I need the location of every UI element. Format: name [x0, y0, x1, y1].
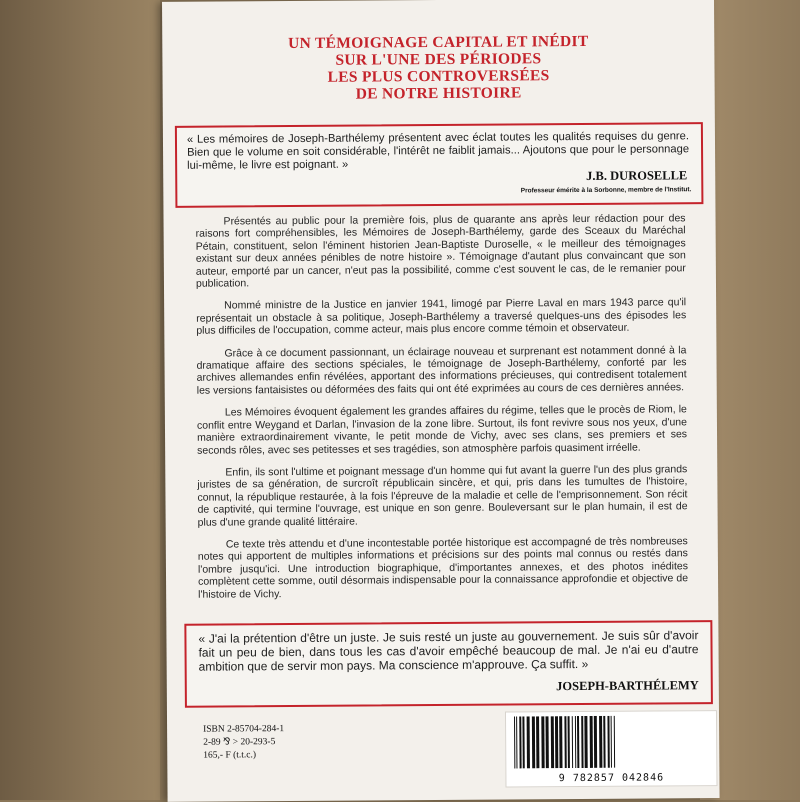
- barcode-bar: [568, 716, 570, 768]
- blurb-paragraph: Enfin, ils sont l'ultime et poignant message d'un homme qui fut avant la guerre l'un des plus grands juristes de sa génération, de surcroît républicain sincère, et qui, pris dans les tumultes de l'histoire, connut, la république restaurée, à la fois l'épreuve de la maladie et celle de l'emprisonnement. Son récit de captivité, qui termine l'ouvrage, est unique en son genre. Bouleversant sur le plan humain, il est de plus d'une grande qualité littéraire.: [197, 463, 688, 529]
- price: 165,- F (t.t.c.): [203, 750, 257, 761]
- headline-line: DE NOTRE HISTOIRE: [355, 84, 522, 103]
- catalog-code: 2-89 ⅋ > 20-293-5: [203, 737, 276, 748]
- blurb-paragraph: Présentés au public pour la première fois, plus de quarante ans après leur rédaction pour des raisons fort compréhensibles, les Mémoires de Joseph-Barthélemy, garde des Sceaux du Maréchal Pétain, constituent, selon l'éminent historien Jean-Baptiste Duroselle, « le meilleur des témoignages existant sur deux années pénibles de notre histoire ». Témoignage d'autant plus convaincant que son auteur, emporté par un cancer, n'eut pas la possibilité, comme c'est souvent le cas, de le remanier pour publication.: [195, 212, 686, 290]
- quote-author: J.B. DUROSELLE: [586, 168, 688, 183]
- quote-text: « Les mémoires de Joseph-Barthélemy présentent avec éclat toutes les qualités requises du genre. Bien que le volume en soit considérable, l'intérêt ne faiblit jamais... Ajoutons que pour le personnage lui-même, le livre est poignant. »: [186, 130, 690, 172]
- barcode-bars: [512, 715, 710, 768]
- barcode-bar: [551, 716, 554, 768]
- barcode-bar: [603, 716, 605, 768]
- quote-box-joseph-barthelemy: [184, 620, 713, 708]
- barcode: [505, 710, 718, 787]
- barcode-bar: [546, 716, 549, 768]
- quote-author-role: Professeur émérite à la Sorbonne, membre de l'Institut.: [520, 186, 692, 195]
- barcode-bar: [564, 716, 566, 768]
- barcode-bar: [541, 716, 544, 768]
- blurb-paragraph: Ce texte très attendu et d'une incontestable portée historique est accompagné de très nombreuses notes qui apportent de multiples informations et précisions sur des points mal connus ou restés dans l'ombre jusqu'ici. Une introduction biographique, d'importantes annexes, et des photos inédites complètent cette somme, outil désormais indispensable pour la connaissance approfondie et objective de l'histoire de Vichy.: [197, 535, 689, 601]
- blurb-body: [195, 212, 688, 610]
- barcode-bar: [516, 716, 517, 768]
- barcode-number: 9 782857 042846: [558, 772, 665, 785]
- quote-author: JOSEPH-BARTHÉLEMY: [556, 678, 699, 694]
- barcode-bar: [575, 716, 576, 768]
- publication-info: [203, 723, 284, 763]
- headline-line: UN TÉMOIGNAGE CAPITAL ET INÉDIT: [288, 32, 589, 53]
- barcode-bar: [584, 716, 587, 768]
- barcode-bar: [611, 716, 612, 768]
- barcode-bar: [572, 716, 573, 768]
- headline: [202, 32, 674, 103]
- barcode-bar: [527, 716, 530, 768]
- quote-box-duroselle: [175, 122, 704, 208]
- barcode-bar: [555, 716, 558, 768]
- book-back-cover: [162, 0, 720, 802]
- blurb-paragraph: Grâce à ce document passionnant, un éclairage nouveau et surprenant est notamment donné à la dramatique affaire des sections spéciales, le témoignage de Joseph-Barthélemy, conforté par les archives allemandes enfin révélées, apportant des informations précieuses, qui contredisent totalement les versions fantaisistes ou déformées des faits qui ont été exprimées au cours de ces dernières années.: [196, 343, 687, 397]
- barcode-bar: [614, 716, 615, 768]
- barcode-bar: [594, 716, 597, 768]
- isbn: ISBN 2-85704-284-1: [203, 724, 285, 735]
- headline-line: LES PLUS CONTROVERSÉES: [327, 67, 550, 86]
- barcode-bar: [532, 716, 535, 768]
- headline-line: SUR L'UNE DES PÉRIODES: [335, 50, 542, 69]
- barcode-bar: [607, 716, 609, 768]
- quote-text: « J'ai la prétention d'être un juste. Je suis resté un juste au gouvernement. Je suis sûr d'avoir fait un peu de bien, dans tous les cas d'avoir empêché beaucoup de mal. Je n'ai eu d'autre ambition que de servir mon pays. Ma conscience m'approuve. Ça suffit. »: [198, 628, 699, 674]
- blurb-paragraph: Les Mémoires évoquent également les grandes affaires du régime, telles que le procès de Riom, le conflit entre Weygand et Darlan, l'invasion de la zone libre. Surtout, ils font revivre sous nos yeux, d'une manière extraordinairement vivante, le petit monde de Vichy, avec ses clans, ses premiers et ses seconds rôles, avec ses petitesses et ses tragédies, son atmosphère parfois quasiment irréelle.: [196, 403, 688, 457]
- barcode-bar: [599, 716, 602, 768]
- barcode-bar: [577, 716, 579, 768]
- wooden-surface-left: [0, 0, 160, 800]
- barcode-bar: [590, 716, 593, 768]
- barcode-bar: [536, 716, 539, 768]
- barcode-bar: [581, 716, 583, 768]
- barcode-bar: [514, 716, 515, 768]
- blurb-paragraph: Nommé ministre de la Justice en janvier 1941, limogé par Pierre Laval en mars 1943 parce qu'il représentait un obstacle à sa politique, Joseph-Barthélemy a traversé quelques-uns des épisodes les plus difficiles de l'occupation, comme acteur, mais plus encore comme témoin et observateur.: [196, 296, 687, 337]
- barcode-bar: [519, 716, 521, 768]
- barcode-bar: [522, 716, 524, 768]
- barcode-bar: [559, 716, 562, 768]
